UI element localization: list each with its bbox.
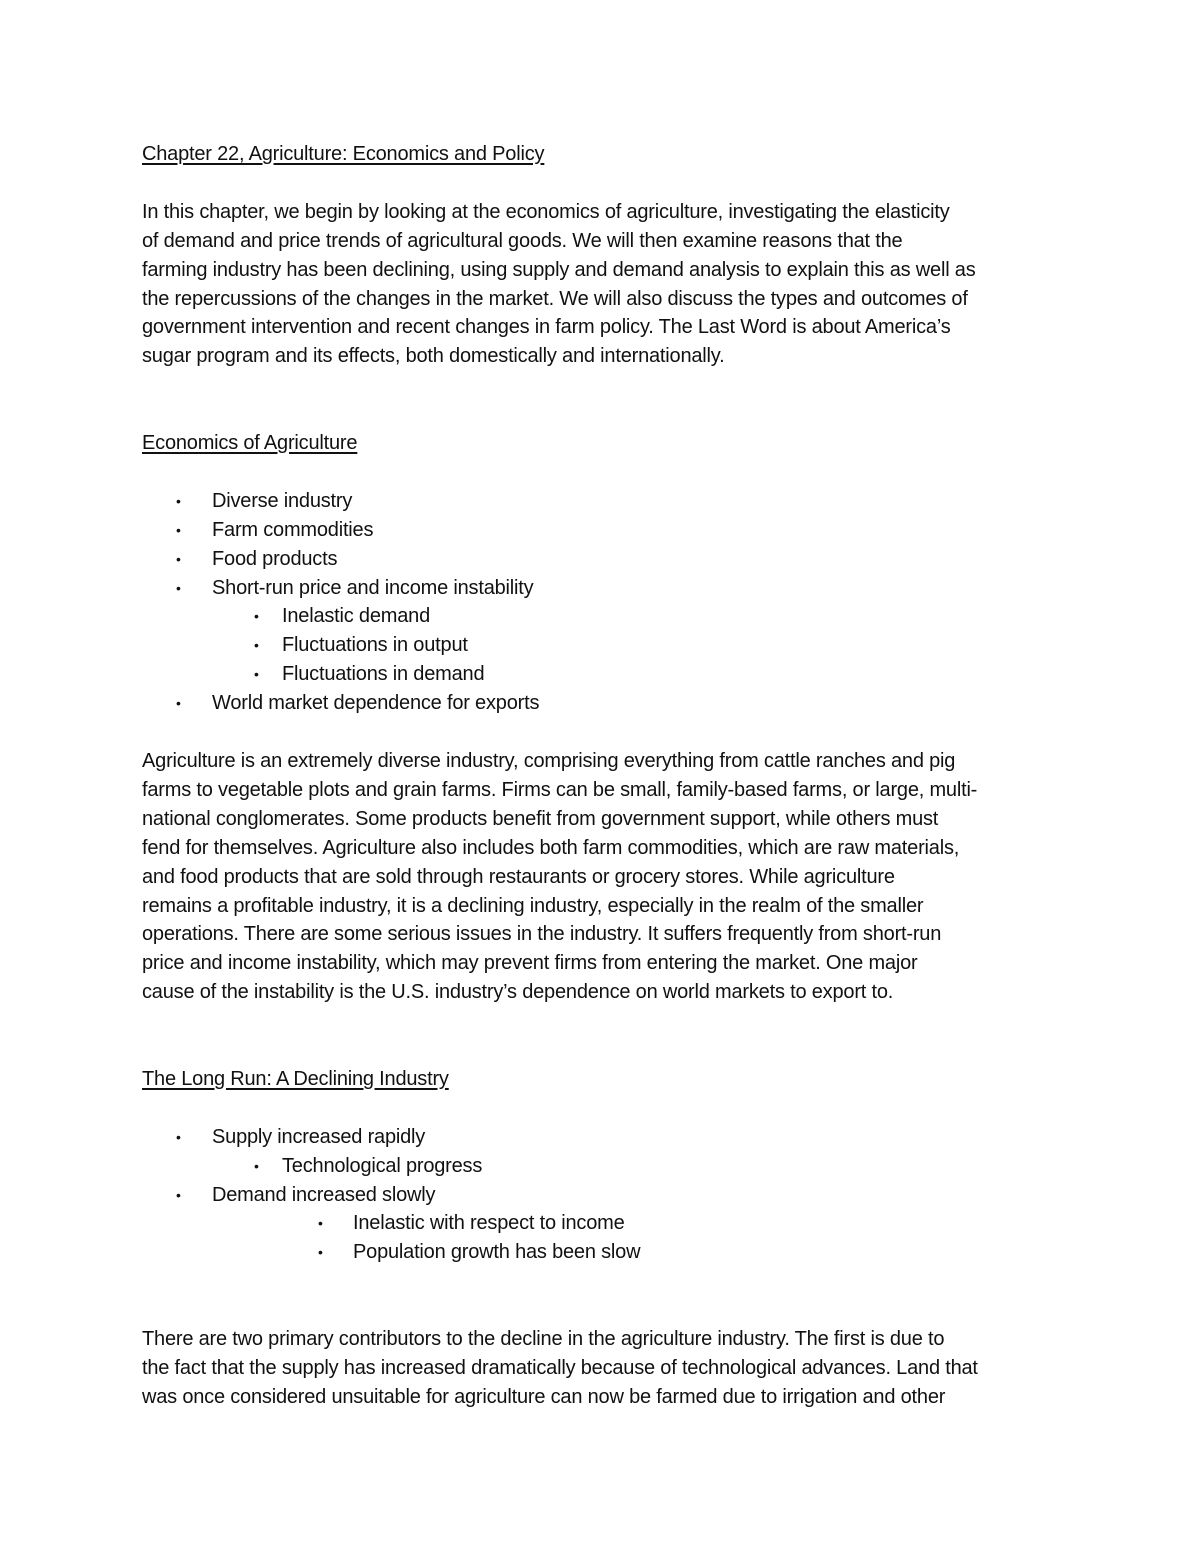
economics-bullet-list [142, 487, 1072, 718]
spacer [142, 371, 1072, 429]
bullet-icon: • [176, 521, 181, 538]
economics-paragraph: Agriculture is an extremely diverse industry, comprising everything from cattle ranches and pig farms to vegetable plots and grain farms. Firms can be small, family-based farms, or large, multi- national conglomerates. Some products benefit from government support, while others must fend for themselves. Agriculture also includes both farm commodities, which are raw materials, and food products that are sold through restaurants or grocery stores. While agriculture remains a profitable industry, it is a declining industry, especially in the realm of the smaller operations. There are some serious issues in the industry. It suffers frequently from short-run price and income instability, which may prevent firms from entering the market. One major cause of the instability is the U.S. industry’s dependence on world markets to export to. [142, 749, 978, 1004]
sub-list-item: • Inelastic with respect to income [142, 1209, 1072, 1238]
list-item: • Food products [142, 545, 1072, 574]
chapter-title: Chapter 22, Agriculture: Economics and Policy [142, 143, 545, 165]
spacer [142, 458, 1072, 487]
sub-list-item: • Fluctuations in demand [142, 660, 1072, 689]
bullet-icon: • [176, 579, 181, 596]
sub-list-item: • Technological progress [142, 1152, 1072, 1181]
long-run-bullet-list [142, 1123, 1072, 1268]
sub-list-item: • Inelastic demand [142, 602, 1072, 631]
list-item: • Demand increased slowly [142, 1181, 1072, 1210]
bullet-icon: • [176, 1186, 181, 1203]
bullet-icon: • [254, 666, 259, 683]
list-item: • Supply increased rapidly [142, 1123, 1072, 1152]
bullet-icon: • [254, 608, 259, 625]
spacer [142, 1267, 1072, 1325]
bullet-icon: • [176, 492, 181, 509]
bullet-icon: • [254, 637, 259, 654]
bullet-icon: • [176, 1128, 181, 1145]
long-run-paragraph: There are two primary contributors to the decline in the agriculture industry. The first is due to the fact that the supply has increased dramatically because of technological advances. Land that was once considered unsuitable for agriculture can now be farmed due to irrigation and other [142, 1328, 978, 1408]
sub-list-item: • Population growth has been slow [142, 1238, 1072, 1267]
section-heading-long-run: The Long Run: A Declining Industry [142, 1067, 449, 1090]
section-heading-economics: Economics of Agriculture [142, 432, 358, 455]
spacer [142, 1007, 1072, 1065]
bullet-icon: • [254, 1157, 259, 1174]
list-item: • World market dependence for exports [142, 689, 1072, 718]
spacer [142, 718, 1072, 747]
document-page [142, 140, 1072, 1412]
spacer [142, 1094, 1072, 1123]
list-item: • Diverse industry [142, 487, 1072, 516]
intro-paragraph: In this chapter, we begin by looking at the economics of agriculture, investigating the elasticity of demand and price trends of agricultural goods. We will then examine reasons that the farming industry has been declining, using supply and demand analysis to explain this as well as the repercussions of the changes in the market. We will also discuss the types and outcomes of government intervention and recent changes in farm policy. The Last Word is about America’s sugar program and its effects, both domestically and internationally. [142, 200, 976, 368]
bullet-icon: • [176, 695, 181, 712]
spacer [142, 169, 1072, 198]
list-item: • Short-run price and income instability [142, 574, 1072, 603]
list-item: • Farm commodities [142, 516, 1072, 545]
bullet-icon: • [318, 1244, 323, 1261]
bullet-icon: • [176, 550, 181, 567]
sub-list-item: • Fluctuations in output [142, 631, 1072, 660]
bullet-icon: • [318, 1215, 323, 1232]
